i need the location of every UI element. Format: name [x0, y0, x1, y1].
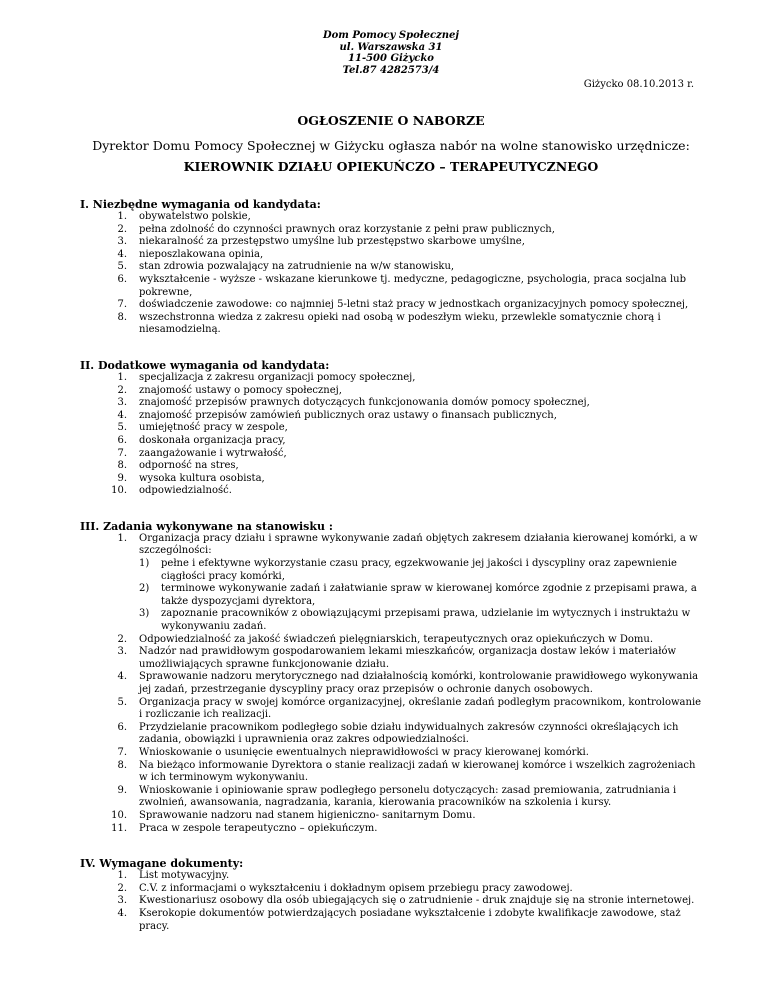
section-heading: II. Dodatkowe wymagania od kandydata:	[80, 358, 330, 372]
list-item-number: 5.	[117, 696, 127, 708]
list-item	[80, 385, 702, 398]
sub-item-text: zapoznanie pracowników z obowiązującymi przepisami prawa, udzielanie im wytycznych i instruktażu w wykonywaniu zadań.	[161, 608, 691, 633]
list-item	[80, 646, 702, 671]
list-item	[80, 870, 702, 883]
list-item-text: Sprawowanie nadzoru nad stanem higieniczno- sanitarnym Domu.	[139, 809, 476, 821]
list-item-text: nieposzlakowana opinia,	[139, 248, 264, 260]
list-item	[80, 372, 702, 385]
list-item	[80, 236, 702, 249]
list-item-number: 6.	[117, 721, 127, 733]
list-item	[80, 810, 702, 823]
list-item-number: 8.	[117, 759, 127, 771]
list-item	[80, 671, 702, 696]
list-item	[80, 697, 702, 722]
document-title: OGŁOSZENIE O NABORZE	[297, 113, 485, 128]
section-heading: III. Zadania wykonywane na stanowisku :	[80, 519, 333, 533]
list-item-text: znajomość przepisów prawnych dotyczących funkcjonowania domów pomocy społecznej,	[139, 397, 590, 409]
numbered-list	[80, 211, 702, 337]
list-item-text: doświadczenie zawodowe: co najmniej 5-letni staż pracy w jednostkach organizacyjnych pomocy społecznej,	[139, 299, 689, 311]
list-item-text: Organizacja pracy w swojej komórce organizacyjnej, określanie zadań podległym pracownikom, kontrolowanie i rozliczanie ich realizacji.	[139, 696, 702, 721]
section	[80, 857, 702, 933]
list-item-number: 4.	[117, 907, 127, 919]
list-item-text: znajomość przepisów zamówień publicznych oraz ustawy o finansach publicznych,	[139, 409, 557, 421]
list-item	[80, 895, 702, 908]
list-item-number: 7.	[117, 447, 127, 459]
list-item-number: 7.	[117, 746, 127, 758]
list-item-number: 2.	[117, 882, 127, 894]
list-item-text: C.V. z informacjami o wykształceniu i dokładnym opisem przebiegu pracy zawodowej.	[139, 882, 573, 894]
list-item-text: Przydzielanie pracownikom podległego sobie działu indywidualnych zakresów czynności określających ich zadania, obowiązki i uprawnienia oraz zakres odpowiedzialności.	[139, 721, 679, 746]
list-item-text: umiejętność pracy w zespole,	[139, 422, 288, 434]
list-item-number: 2.	[117, 384, 127, 396]
list-item	[80, 249, 702, 262]
list-item	[80, 224, 702, 237]
list-item-text: List motywacyjny.	[139, 870, 230, 882]
sub-list-item	[139, 608, 702, 633]
list-item-number: 10.	[111, 485, 127, 497]
list-item-text: Wnioskowanie o usunięcie ewentualnych nieprawidłowości w pracy kierowanej komórki.	[139, 746, 589, 758]
document-date: Giżycko 08.10.2013 r.	[583, 79, 694, 90]
list-item	[80, 722, 702, 747]
list-item	[80, 760, 702, 785]
list-item	[80, 634, 702, 647]
list-item-text: niekaralność za przestępstwo umyślne lub przestępstwo skarbowe umyślne,	[139, 236, 525, 248]
list-item	[80, 485, 702, 498]
list-item-text: stan zdrowia pozwalający na zatrudnienie na w/w stanowisku,	[139, 261, 455, 273]
list-item	[80, 410, 702, 423]
letterhead	[80, 30, 702, 76]
letterhead-street: ul. Warszawska 31	[339, 41, 443, 53]
list-item-number: 10.	[111, 809, 127, 821]
section-heading: IV. Wymagane dokumenty:	[80, 857, 244, 871]
list-item-number: 9.	[117, 472, 127, 484]
sub-list-item	[139, 583, 702, 608]
intro-text: Dyrektor Domu Pomocy Społecznej w Giżycku ogłasza nabór na wolne stanowisko urzędnicze:	[92, 138, 690, 153]
list-item-number: 1.	[117, 211, 127, 222]
list-item	[80, 312, 702, 337]
list-item-number: 3.	[117, 397, 127, 409]
list-item-number: 4.	[117, 671, 127, 683]
list-item	[80, 274, 702, 299]
list-item-number: 6.	[117, 273, 127, 285]
list-item	[80, 261, 702, 274]
letterhead-phone: Tel.87 4282573/4	[342, 64, 440, 76]
list-item	[80, 785, 702, 810]
list-item-number: 2.	[117, 223, 127, 235]
list-item-number: 2.	[117, 633, 127, 645]
list-item-number: 4.	[117, 248, 127, 260]
position-title: KIEROWNIK DZIAŁU OPIEKUŃCZO – TERAPEUTYCZNEGO	[183, 159, 599, 174]
sub-item-number: 2)	[139, 583, 150, 595]
list-item	[80, 299, 702, 312]
list-item	[80, 908, 702, 933]
list-item-number: 5.	[117, 422, 127, 434]
list-item-text: wykształcenie - wyższe - wskazane kierunkowe tj. medyczne, pedagogiczne, psychologia, praca socjalna lub pokrewne,	[139, 273, 686, 298]
list-item	[80, 473, 702, 486]
section-heading: I. Niezbędne wymagania od kandydata:	[80, 198, 321, 211]
numbered-list	[80, 372, 702, 498]
list-item-number: 1.	[117, 371, 127, 383]
list-item-number: 11.	[111, 822, 127, 834]
list-item-text: Organizacja pracy działu i sprawne wykonywanie zadań objętych zakresem działania kierowanej komórki, a w szczególności:	[139, 532, 698, 557]
list-item-text: wszechstronna wiedza z zakresu opieki nad osobą w podeszłym wieku, przewlekle somatycznie chorą i niesamodzielną.	[139, 311, 661, 336]
list-item-text: Na bieżąco informowanie Dyrektora o stanie realizacji zadań w kierowanej komórce i wszelkich zagrożeniach w ich terminowym wykonywaniu.	[139, 759, 696, 784]
list-item	[80, 747, 702, 760]
list-item-text: Odpowiedzialność za jakość świadczeń pielęgniarskich, terapeutycznych oraz opiekuńczych w Domu.	[139, 633, 654, 645]
section	[80, 359, 702, 498]
list-item-text: Nadzór nad prawidłowym gospodarowaniem lekami mieszkańców, organizacja dostaw leków i materiałów umożliwiających sprawne funkcjonowanie działu.	[139, 646, 677, 670]
list-item-number: 5.	[117, 261, 127, 273]
sub-item-number: 1)	[139, 558, 150, 570]
list-item-number: 3.	[117, 236, 127, 248]
list-item	[80, 460, 702, 473]
section	[80, 198, 702, 337]
list-item-text: obywatelstwo polskie,	[139, 211, 251, 222]
sub-item-text: terminowe wykonywanie zadań i załatwianie spraw w kierowanej komórce zgodnie z przepisami prawa, a także dyspozycjami dyrektora,	[161, 583, 697, 607]
list-item-number: 3.	[117, 895, 127, 907]
list-item-text: wysoka kultura osobista,	[139, 472, 265, 484]
list-item-text: zaangażowanie i wytrwałość,	[139, 447, 287, 459]
section	[80, 520, 702, 835]
list-item	[80, 397, 702, 410]
sub-item-text: pełne i efektywne wykorzystanie czasu pracy, egzekwowanie jej jakości i dyscypliny oraz zapewnienie ciągłości pracy komórki,	[161, 558, 677, 582]
numbered-list	[80, 870, 702, 933]
list-item-number: 4.	[117, 409, 127, 421]
list-item	[80, 435, 702, 448]
list-item-text: Praca w zespole terapeutyczno – opiekuńczym.	[139, 822, 378, 834]
sections-container	[80, 198, 702, 933]
list-item-number: 3.	[117, 646, 127, 658]
sub-list-item	[139, 558, 702, 583]
list-item	[80, 883, 702, 896]
list-item-text: specjalizacja z zakresu organizacji pomocy społecznej,	[139, 371, 416, 383]
list-item	[80, 422, 702, 435]
list-item-text: Kwestionariusz osobowy dla osób ubiegających się o zatrudnienie - druk znajduje się na stronie internetowej.	[139, 895, 695, 907]
list-item-text: Sprawowanie nadzoru merytorycznego nad działalnością komórki, kontrolowanie prawidłowego wykonywania jej zadań, przestrzeganie dyscypliny pracy oraz przepisów o ochronie danych osobowych.	[139, 671, 699, 695]
list-item	[80, 823, 702, 836]
list-item	[80, 211, 702, 224]
list-item-text: Kserokopie dokumentów potwierdzających posiadane wykształcenie i zdobyte kwalifikacje zawodowe, staż pracy.	[139, 907, 681, 932]
letterhead-city: 11-500 Giżycko	[348, 53, 434, 64]
list-item-number: 8.	[117, 311, 127, 323]
list-item	[80, 533, 702, 634]
list-item-number: 1.	[117, 532, 127, 544]
list-item-number: 8.	[117, 460, 127, 472]
list-item-text: znajomość ustawy o pomocy społecznej,	[139, 384, 342, 396]
sub-list	[139, 558, 702, 634]
list-item-number: 6.	[117, 434, 127, 446]
list-item-number: 7.	[117, 299, 127, 311]
list-item-text: Wnioskowanie i opiniowanie spraw podległego personelu dotyczących: zasad premiowania, zatrudniania i zwolnień, awansowania, nagradzania, karania, kierowania pracowników na szkolenia i kursy.	[139, 784, 677, 809]
list-item-text: odpowiedzialność.	[139, 485, 232, 497]
sub-item-number: 3)	[139, 608, 150, 620]
list-item-text: pełna zdolność do czynności prawnych oraz korzystanie z pełni praw publicznych,	[139, 223, 555, 235]
list-item-number: 1.	[117, 870, 127, 882]
letterhead-name: Dom Pomocy Społecznej	[322, 30, 460, 41]
list-item-text: odporność na stres,	[139, 460, 239, 472]
list-item-text: doskonała organizacja pracy,	[139, 434, 286, 446]
list-item-number: 9.	[117, 784, 127, 796]
numbered-list	[80, 533, 702, 835]
list-item	[80, 448, 702, 461]
